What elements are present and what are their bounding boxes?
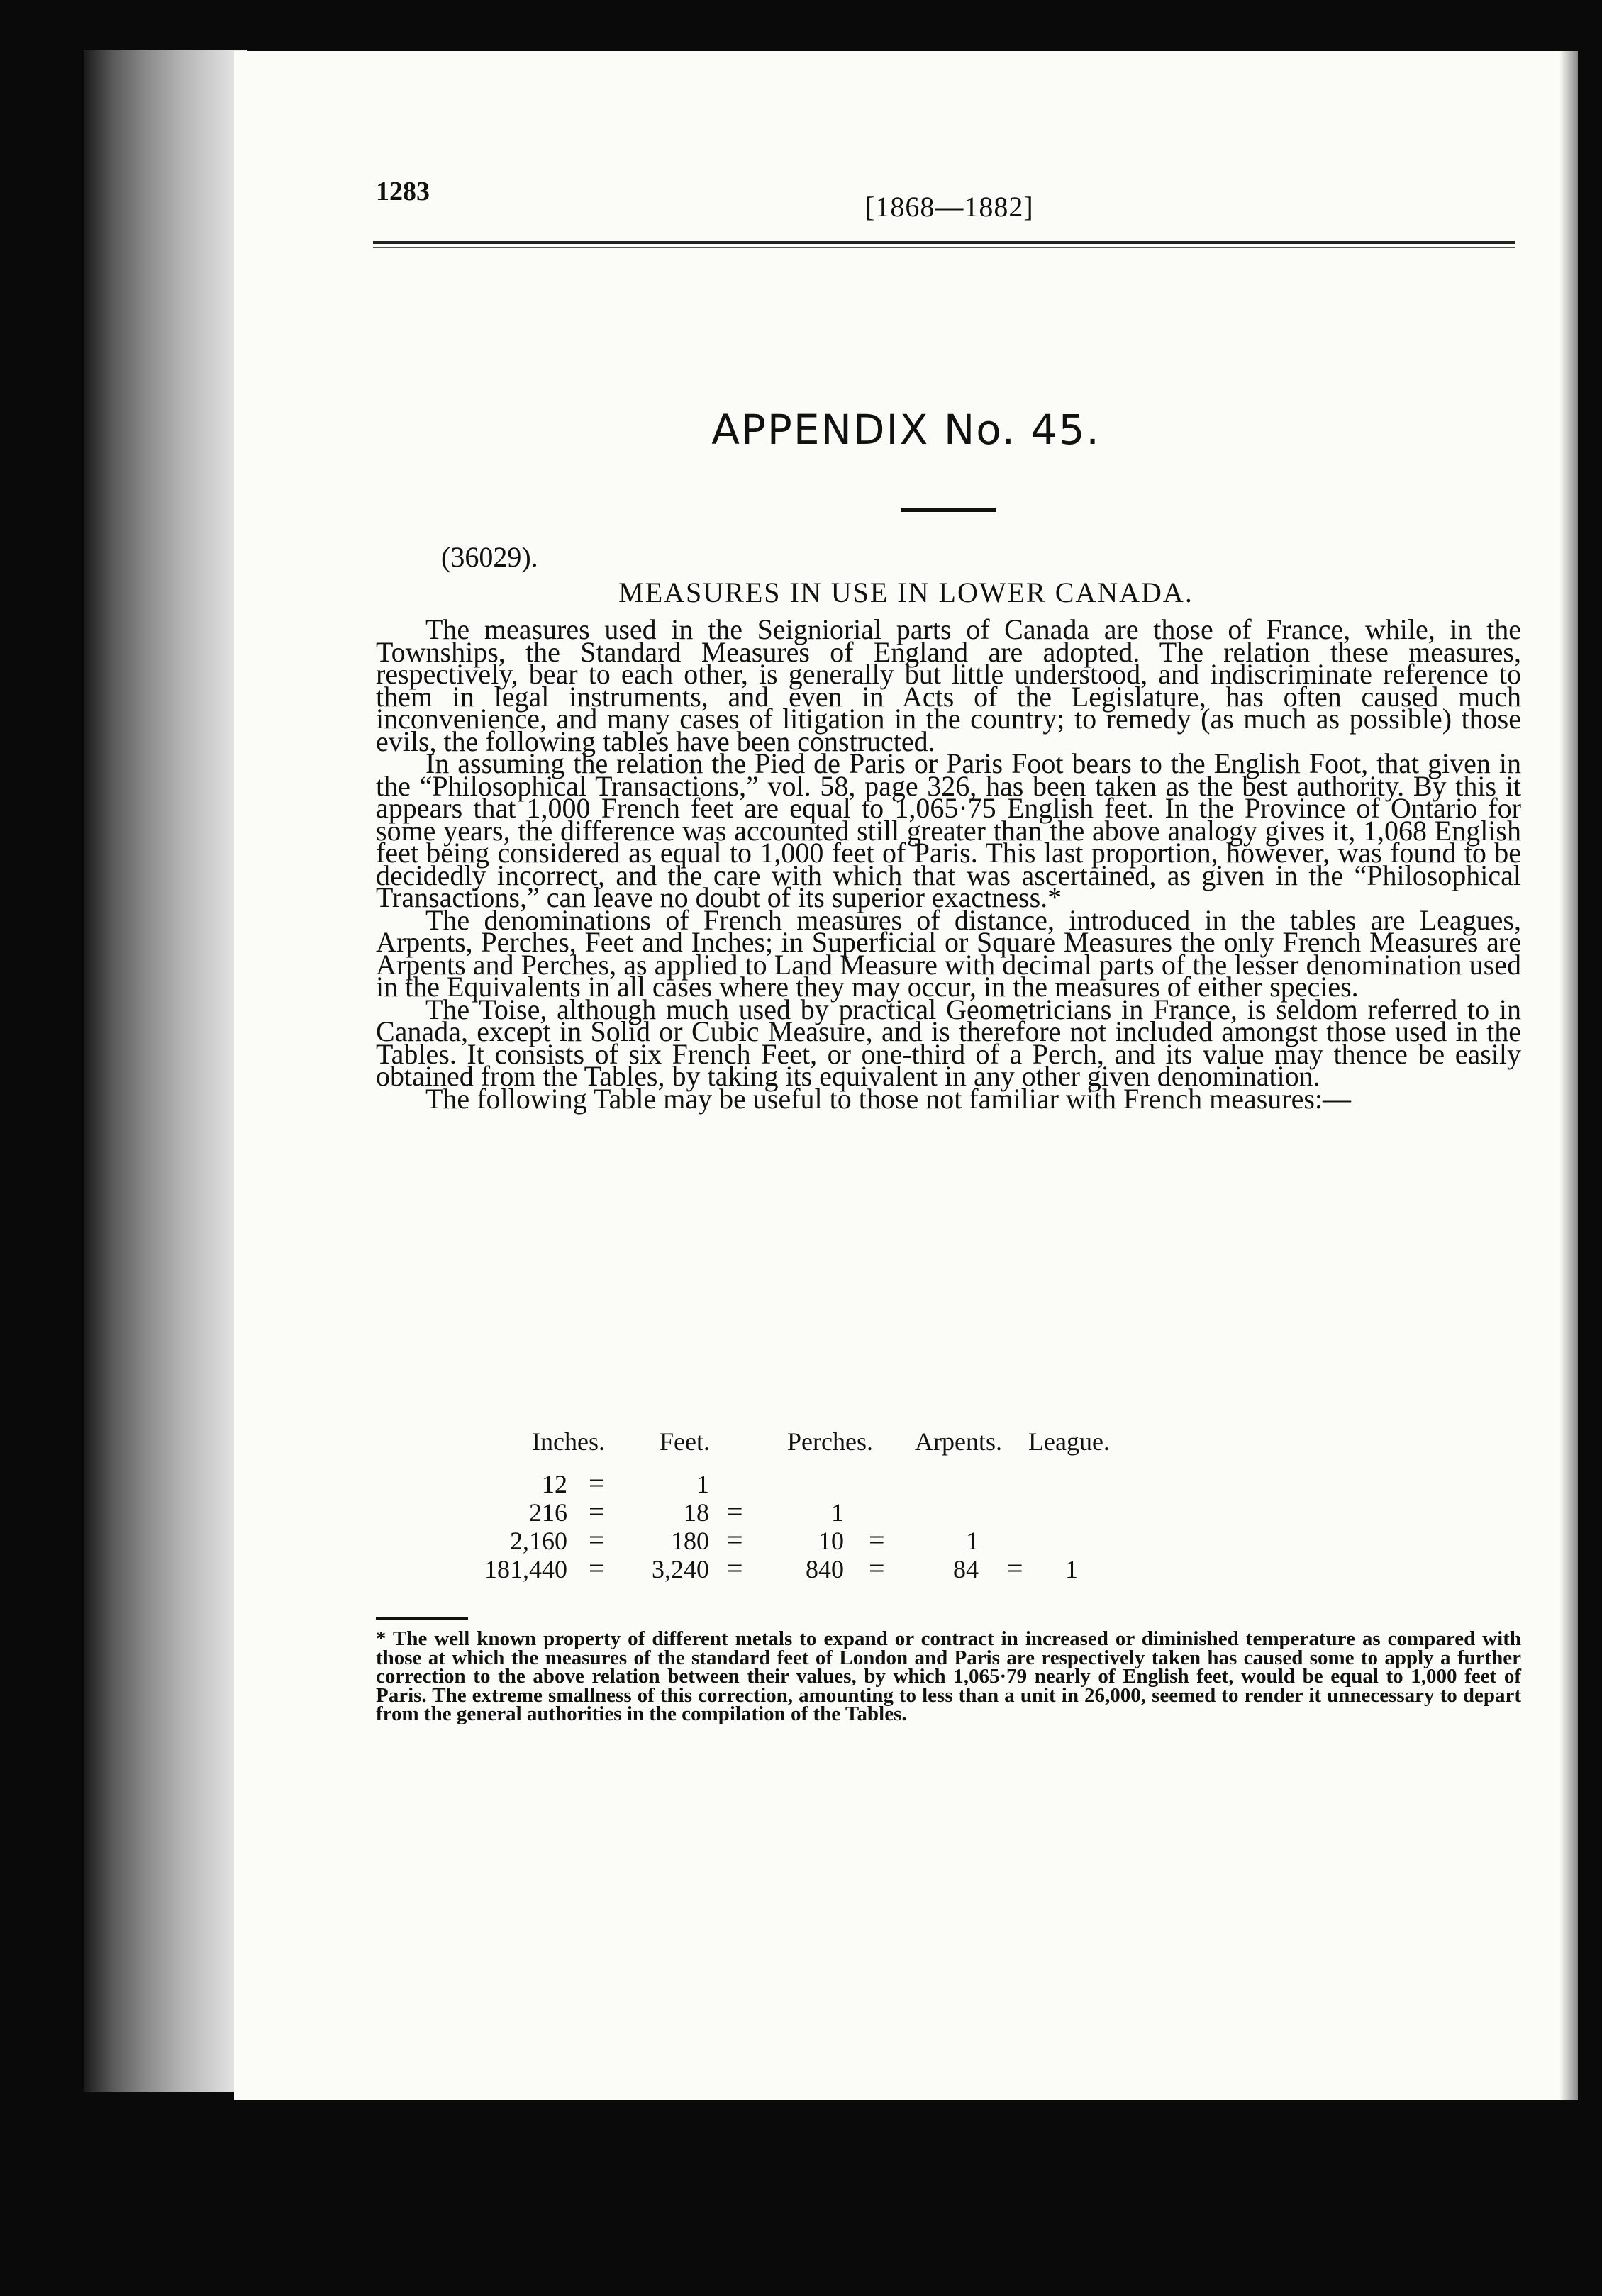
table-cell: 3,240 [652,1555,709,1583]
equals-sign: = [727,1495,743,1527]
equals-sign: = [589,1495,605,1527]
table-header-perches: Perches. [787,1427,873,1456]
equals-sign: = [1007,1552,1023,1584]
equals-sign: = [589,1552,605,1584]
table-cell: 180 [671,1527,709,1555]
equals-sign: = [869,1552,885,1584]
equals-sign: = [589,1524,605,1556]
table-cell: 1 [831,1498,844,1527]
table-cell: 18 [684,1498,709,1527]
date-range-header: [1868—1882] [865,191,1034,223]
table-cell: 12 [542,1470,567,1498]
book-page-edges [84,50,247,2092]
paragraph-4: The Toise, although much used by practical Geometricians in France, is seldom referred to in Canada, except in Solid or Cubic Measure, and is therefore not included amongst those used in the Tables. It consists of six French Feet, or one-third of a Perch, and its value may thence be easily obtained from the Tables, by taking its equivalent in any other given denomination. [376,993,1521,1092]
footnote-rule [376,1617,468,1620]
equals-sign: = [727,1524,743,1556]
table-cell: 2,160 [510,1527,567,1555]
table-cell: 840 [806,1555,844,1583]
paragraph-5: The following Table may be useful to those not familiar with French measures:— [425,1082,1352,1115]
equals-sign: = [869,1524,885,1556]
table-cell: 1 [696,1470,709,1498]
section-heading: MEASURES IN USE IN LOWER CANADA. [618,576,1194,608]
table-cell: 216 [529,1498,567,1527]
appendix-title: APPENDIX No. 45. [711,406,1101,454]
body-text [376,613,1521,1115]
paragraph-2: In assuming the relation the Pied de Paris or Paris Foot bears to the English Foot, that given in the “Philosophical Transactions,” vol. 58, page 326, has been taken as the best authority. By this it appears that 1,000 French feet are equal to 1,065·75 English feet. In the Province of Ontario for some years, the difference was accounted still greater than the above analogy gives it, 1,068 English feet being considered as equal to 1,000 feet of Paris. This last proportion, however, was found to be decidedly incorrect, and the care with which that was ascertained, as given in the “Philosophical Transactions,” can leave no doubt of its superior exactness.* [376,747,1521,913]
page-number: 1283 [376,177,430,206]
table-cell: 181,440 [484,1555,567,1583]
paragraph-3: The denominations of French measures of distance, introduced in the tables are Leagues, Arpents, Perches, Feet and Inches; in Superficial or Square Measures the only French Measures are Arpents and Perches, as applied to Land Measure with decimal parts of the lesser denomination used in the Equivalents in all cases where they may occur, in the measures of either species. [376,903,1521,1003]
equals-sign: = [727,1552,743,1584]
paragraph-1: The measures used in the Seigniorial parts of Canada are those of France, while, in the Townships, the Standard Measures of England are adopted. The relation these measures, respectively, bear to each other, is generally but little understood, and indiscriminate reference to them in legal instruments, and even in Acts of the Legislature, has often caused much inconvenience, and many cases of litigation in the country; to remedy (as much as possible) those evils, the following tables have been constructed. [376,613,1521,757]
footnote: * The well known property of different metals to expand or contract in increased or diminished temperature as compared with those at which the measures of the standard feet of London and Paris are respectively taken has caused some to apply a further correction to the above relation between their values, by which 1,065·79 nearly of English feet, would be equal to 1,000 feet of Paris. The extreme smallness of this correction, amounting to less than a unit in 26,000, seemed to render it unnecessary to depart from the general authorities in the compilation of the Tables. [376,1627,1521,1725]
equals-sign: = [589,1467,605,1499]
header-rule [373,241,1515,244]
table-cell: 10 [818,1527,844,1555]
table-cell: 1 [966,1527,979,1555]
document-page [234,51,1578,2100]
table-header-arpents: Arpents. [915,1427,1002,1456]
header-rule-thin [373,247,1515,248]
table-cell: 1 [1065,1555,1078,1583]
table-header-feet: Feet. [660,1427,710,1456]
table-header-league: League. [1028,1427,1110,1456]
page-shadow [1559,51,1578,2100]
table-cell: 84 [953,1555,979,1583]
reference-number: (36029). [441,541,538,573]
title-divider [901,508,996,512]
table-header-inches: Inches. [532,1427,605,1456]
